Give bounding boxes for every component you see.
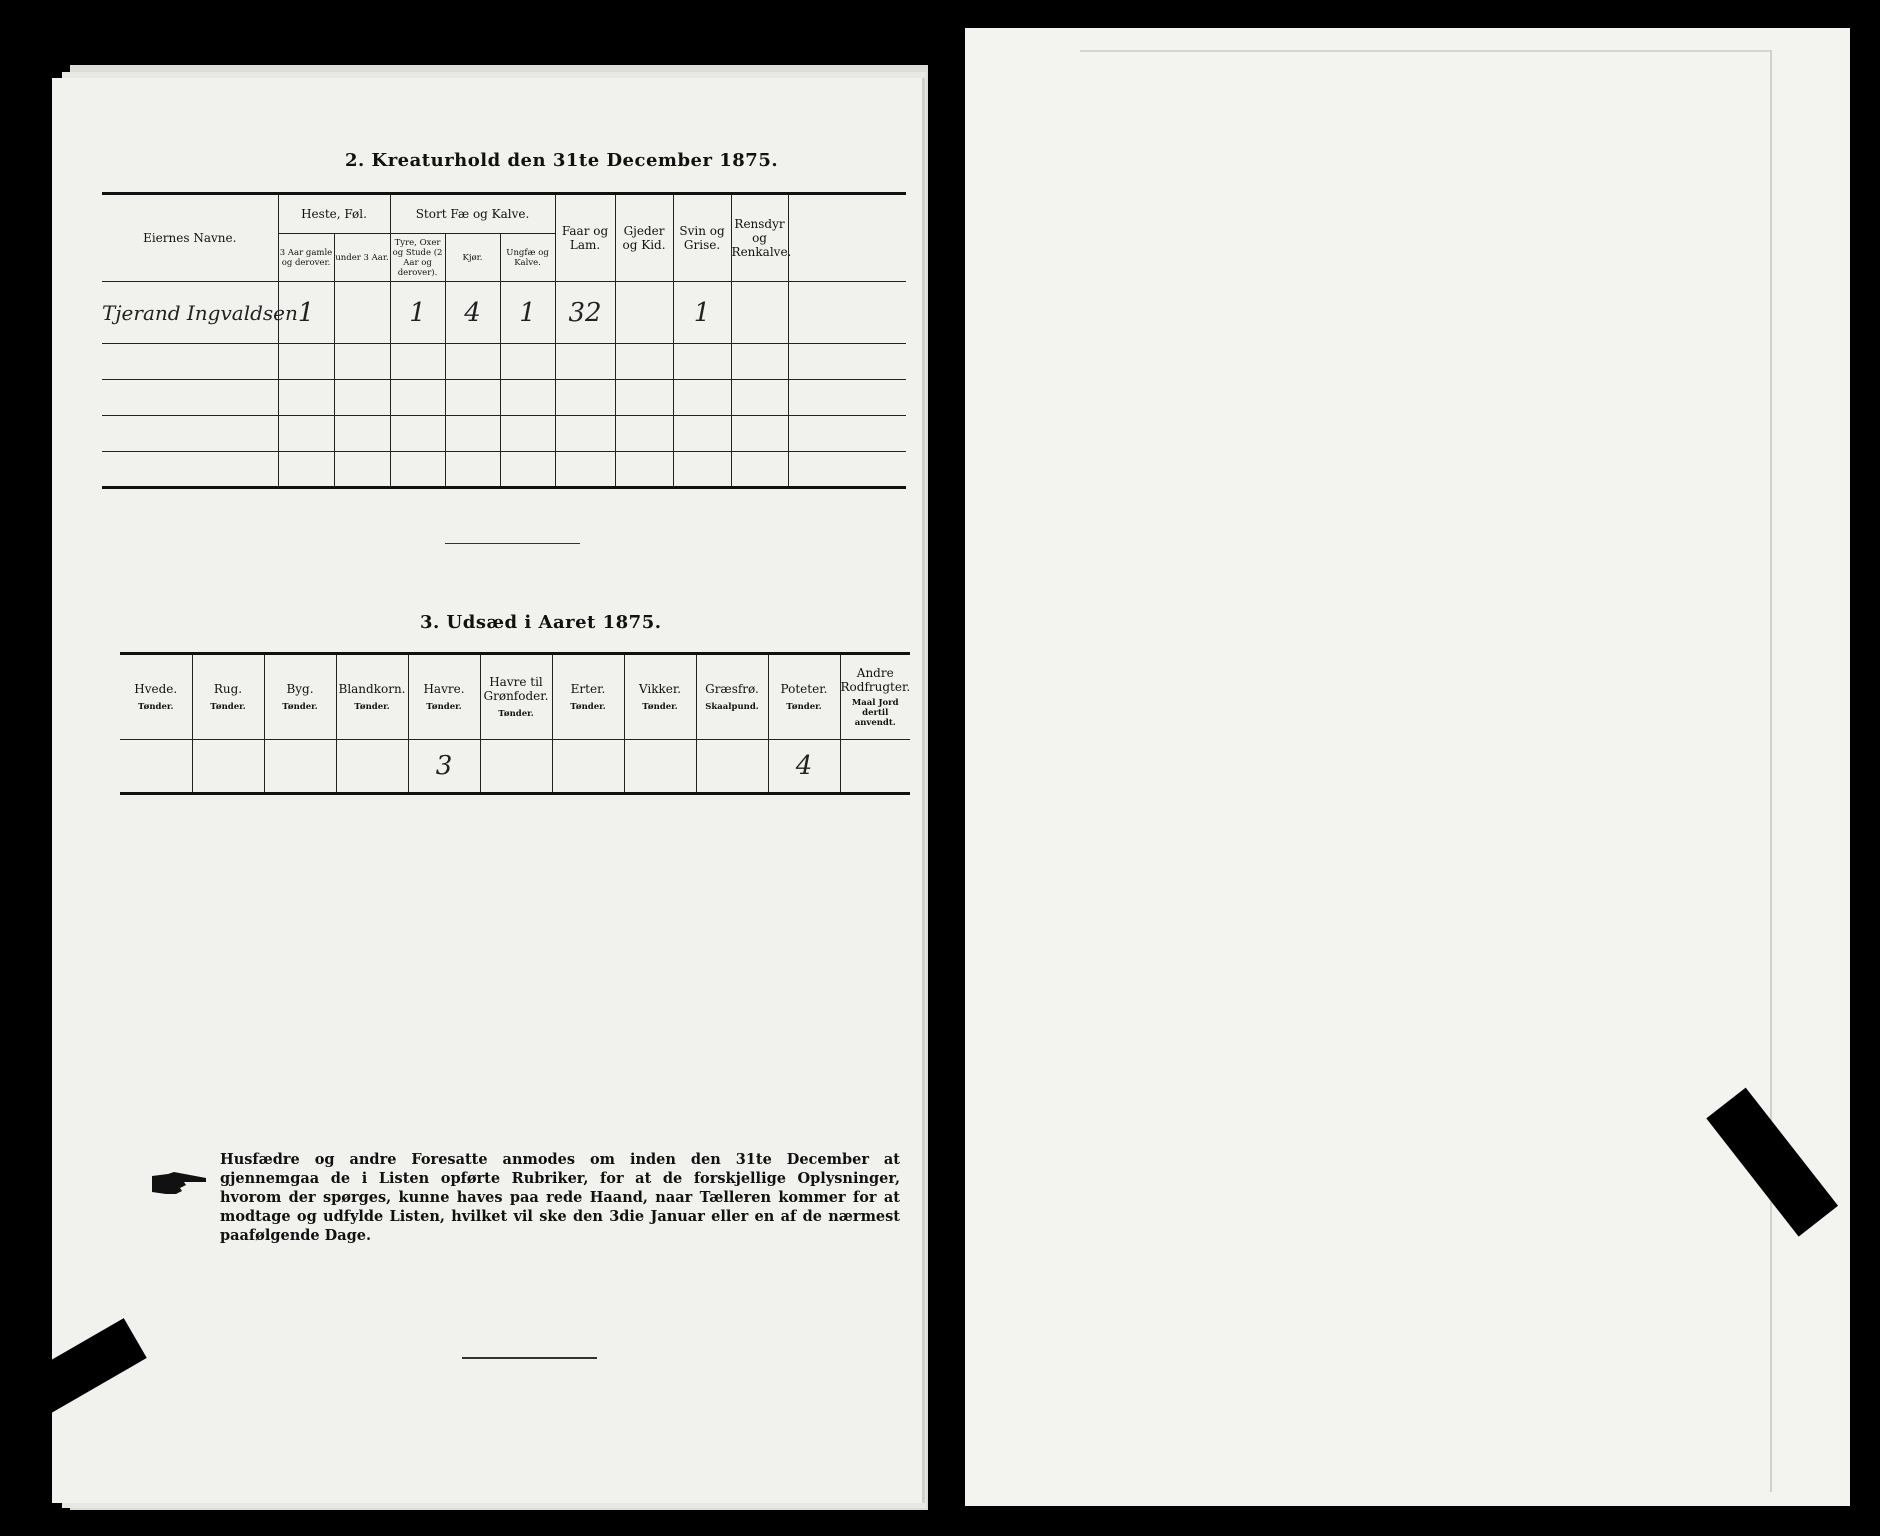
seed-value-cell: [696, 740, 768, 794]
table-cell: [334, 344, 390, 380]
table-cell: [390, 452, 445, 488]
seed-value-cell: [480, 740, 552, 794]
table-cell: [102, 452, 278, 488]
seed-unit: Tønder.: [570, 702, 606, 712]
section3-title: 3. Udsæd i Aaret 1875.: [420, 612, 662, 633]
seed-unit: Tønder.: [786, 702, 822, 712]
reindeer-cell: [731, 282, 788, 344]
pigs-cell: 1: [673, 282, 731, 344]
notice-text: Husfædre og andre Foresatte anmodes om inden den 31te December at gjennemgaa de i Listen opførte Rubriker, for at de forskjellige Oplysninger, hvorom der spørges, kunne haves paa rede Haand, naar Tælleren kommer for at modtage og udfylde Listen, hvilket vil ske den 3die Januar eller en af de nærmest paafølgende Dage.: [220, 1151, 900, 1244]
table-cell: [500, 344, 555, 380]
table-cell: [500, 452, 555, 488]
table-cell: [334, 380, 390, 416]
table-cell: [102, 344, 278, 380]
pigs-header: Svin og Grise.: [673, 194, 731, 282]
seed-unit: Tønder.: [426, 702, 462, 712]
seed-value-cell: [624, 740, 696, 794]
seed-value-cell: [840, 740, 910, 794]
seed-unit: Skaalpund.: [705, 702, 759, 712]
seed-name: Havre.: [423, 682, 465, 696]
table-cell: [731, 380, 788, 416]
sheep-header: Faar og Lam.: [555, 194, 615, 282]
table-cell: [390, 380, 445, 416]
seed-unit: Tønder.: [137, 702, 174, 712]
horses-under3-cell: [334, 282, 390, 344]
table-cell: [788, 452, 906, 488]
seed-value-cell: [552, 740, 624, 794]
table-cell: [500, 416, 555, 452]
table-cell: [445, 380, 500, 416]
horses-under3-header: under 3 Aar.: [334, 234, 390, 282]
table-cell: [615, 452, 673, 488]
pointing-hand-icon: [150, 1168, 210, 1198]
table-cell: [555, 416, 615, 452]
cattle-bulls-cell: 1: [390, 282, 445, 344]
owner-cell: Tjerand Ingvaldsen: [102, 282, 278, 344]
seed-value-cell: [192, 740, 264, 794]
table-cell: [788, 380, 906, 416]
table-cell: [555, 344, 615, 380]
seed-name: Erter.: [570, 682, 606, 696]
seed-value-cell: [264, 740, 336, 794]
seed-header: [552, 654, 624, 740]
table-cell: [102, 416, 278, 452]
cattle-young-cell: 1: [500, 282, 555, 344]
table-cell: [278, 380, 334, 416]
table-cell: [555, 380, 615, 416]
seed-name: Andre Rodfrugter.: [840, 666, 911, 694]
seed-unit: Tønder.: [498, 709, 534, 719]
seed-name: Havre til Grønfoder.: [483, 675, 549, 703]
table-cell: [390, 344, 445, 380]
margin-cell: [788, 194, 906, 282]
reindeer-header: Rensdyr og Renkalve.: [731, 194, 788, 282]
cattle-cows-header: Kjør.: [445, 234, 500, 282]
livestock-table: [102, 192, 906, 489]
table-cell: [788, 344, 906, 380]
divider: [445, 543, 580, 544]
cattle-group-header: Stort Fæ og Kalve.: [390, 194, 555, 234]
seed-header: [408, 654, 480, 740]
seed-name: Blandkorn.: [338, 682, 406, 696]
goats-cell: [615, 282, 673, 344]
table-cell: [615, 416, 673, 452]
table-cell: [673, 344, 731, 380]
seed-table: [120, 652, 910, 795]
seed-unit: Tønder.: [354, 702, 390, 712]
seed-name: Græsfrø.: [705, 682, 759, 696]
table-cell: [445, 452, 500, 488]
seed-header: [840, 654, 910, 740]
table-cell: [731, 416, 788, 452]
seed-value-cell: 4: [768, 740, 840, 794]
seed-name: Rug.: [213, 682, 243, 696]
table-cell: [278, 416, 334, 452]
right-page-fold: [1080, 50, 1772, 1492]
margin-cell: [788, 282, 906, 344]
section2-title: 2. Kreaturhold den 31te December 1875.: [345, 150, 779, 171]
horses-group-header: Heste, Føl.: [278, 194, 390, 234]
seed-unit: Tønder.: [282, 702, 318, 712]
seed-header: [624, 654, 696, 740]
seed-header: [336, 654, 408, 740]
table-cell: [334, 416, 390, 452]
table-cell: [731, 452, 788, 488]
seed-name: Byg.: [286, 682, 314, 696]
table-cell: [615, 380, 673, 416]
seed-unit: Maal Jord dertil anvendt.: [851, 698, 899, 728]
table-cell: [555, 452, 615, 488]
seed-header: [120, 654, 192, 740]
seed-header: [768, 654, 840, 740]
table-cell: [102, 380, 278, 416]
table-cell: [788, 416, 906, 452]
seed-name: Vikker.: [638, 682, 682, 696]
seed-unit: Tønder.: [642, 702, 678, 712]
seed-header: [696, 654, 768, 740]
table-cell: [615, 344, 673, 380]
seed-header: [480, 654, 552, 740]
seed-header: [264, 654, 336, 740]
cattle-bulls-header: Tyre, Oxer og Stude (2 Aar og derover).: [390, 234, 445, 282]
table-cell: [673, 452, 731, 488]
goats-header: Gjeder og Kid.: [615, 194, 673, 282]
table-cell: [278, 344, 334, 380]
seed-name: Poteter.: [780, 682, 828, 696]
table-cell: [731, 344, 788, 380]
horses-3plus-cell: 1: [278, 282, 334, 344]
table-cell: [334, 452, 390, 488]
owner-header: Eiernes Navne.: [102, 194, 278, 282]
seed-unit: Tønder.: [210, 702, 246, 712]
seed-value-cell: [336, 740, 408, 794]
table-cell: [673, 416, 731, 452]
table-cell: [390, 416, 445, 452]
seed-name: Hvede.: [134, 682, 178, 696]
seed-value-cell: 3: [408, 740, 480, 794]
table-cell: [500, 380, 555, 416]
table-cell: [278, 452, 334, 488]
seed-header: [192, 654, 264, 740]
horses-3plus-header: 3 Aar gamle og derover.: [278, 234, 334, 282]
cattle-cows-cell: 4: [445, 282, 500, 344]
table-cell: [445, 416, 500, 452]
seed-value-cell: [120, 740, 192, 794]
sheep-cell: 32: [555, 282, 615, 344]
cattle-young-header: Ungfæ og Kalve.: [500, 234, 555, 282]
table-cell: [673, 380, 731, 416]
table-cell: [445, 344, 500, 380]
divider: [462, 1357, 597, 1359]
